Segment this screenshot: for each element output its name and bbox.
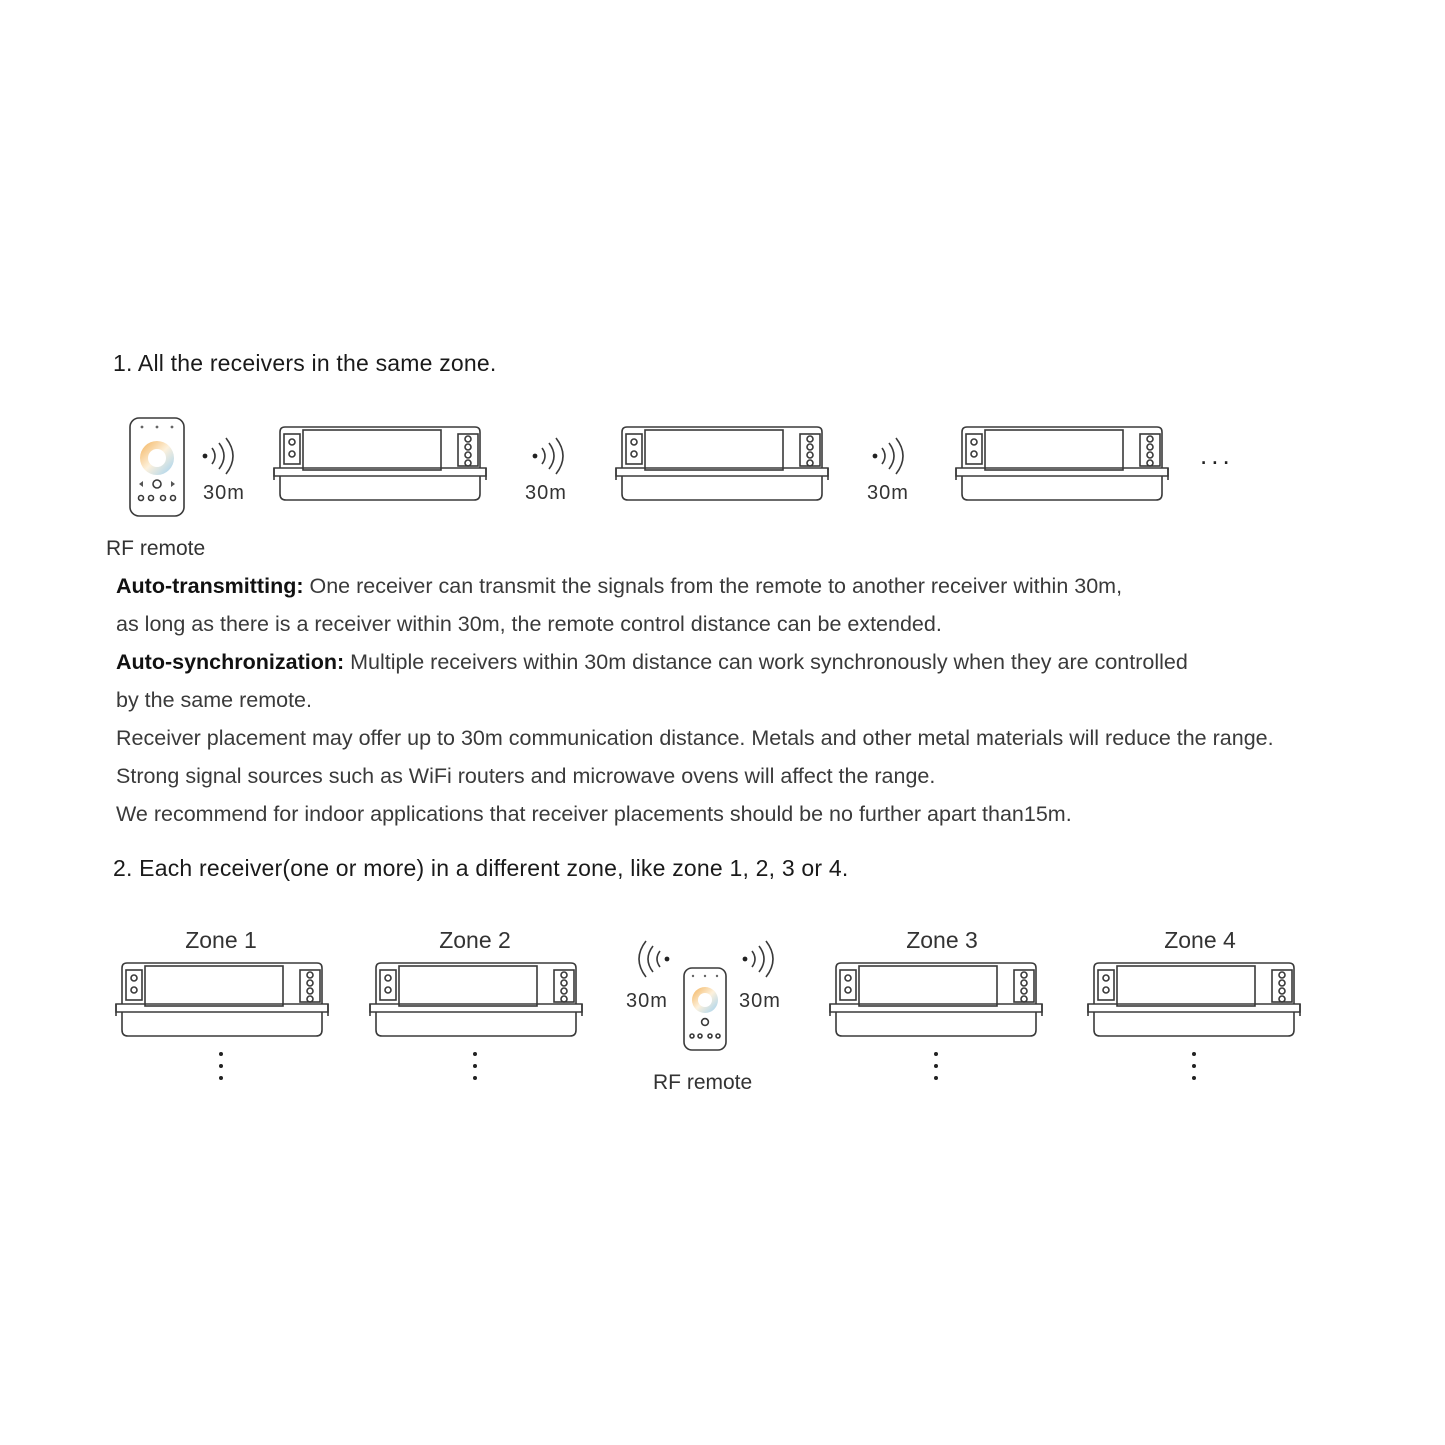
rf-remote-label: RF remote: [653, 1071, 753, 1094]
zone-1-label: Zone 1: [185, 927, 257, 953]
distance-label-2: 30m: [525, 482, 567, 504]
rf-remote-label: RF remote: [106, 537, 206, 560]
paragraph-line: Strong signal sources such as WiFi routers and microwave ovens will affect the range.: [116, 764, 936, 788]
receiver-controller-icon: [1082, 960, 1306, 1040]
rf-remote-icon: [682, 966, 728, 1052]
receiver-controller-icon: [950, 424, 1174, 504]
more-receivers-dots: [219, 1052, 223, 1088]
distance-label-3: 30m: [867, 482, 909, 504]
paragraph-auto-synchronization: Auto-synchronization: Multiple receivers within 30m distance can work synchronously when they are controlled: [116, 650, 1188, 674]
wireless-signal-icon: [740, 940, 780, 978]
more-receivers-dots: [934, 1052, 938, 1088]
wireless-signal-icon: [632, 940, 672, 978]
paragraph-line: Receiver placement may offer up to 30m communication distance. Metals and other metal materials will reduce the range.: [116, 726, 1274, 750]
zone-3-label: Zone 3: [906, 927, 978, 953]
zone-2-label: Zone 2: [439, 927, 511, 953]
rf-remote-icon: [128, 416, 186, 518]
receiver-controller-icon: [610, 424, 834, 504]
distance-label-left: 30m: [626, 990, 668, 1012]
paragraph-line: as long as there is a receiver within 30m, the remote control distance can be extended.: [116, 612, 942, 636]
receiver-controller-icon: [364, 960, 588, 1040]
paragraph-line: by the same remote.: [116, 688, 312, 712]
receiver-controller-icon: [268, 424, 492, 504]
more-receivers-dots: [1192, 1052, 1196, 1088]
wireless-signal-icon: [530, 437, 570, 475]
zone-4-label: Zone 4: [1164, 927, 1236, 953]
paragraph-auto-transmitting: Auto-transmitting: One receiver can transmit the signals from the remote to another receiver within 30m,: [116, 574, 1123, 598]
distance-label-1: 30m: [203, 482, 245, 504]
wireless-signal-icon: [870, 437, 910, 475]
more-receivers-dots: [473, 1052, 477, 1088]
distance-label-right: 30m: [739, 990, 781, 1012]
section1-heading: 1. All the receivers in the same zone.: [113, 350, 497, 376]
section2-heading: 2. Each receiver(one or more) in a different zone, like zone 1, 2, 3 or 4.: [113, 855, 849, 881]
more-receivers-ellipsis: ...: [1200, 440, 1234, 470]
paragraph-line: We recommend for indoor applications that receiver placements should be no further apart than15m.: [116, 802, 1072, 826]
receiver-controller-icon: [110, 960, 334, 1040]
wireless-signal-icon: [200, 437, 240, 475]
receiver-controller-icon: [824, 960, 1048, 1040]
